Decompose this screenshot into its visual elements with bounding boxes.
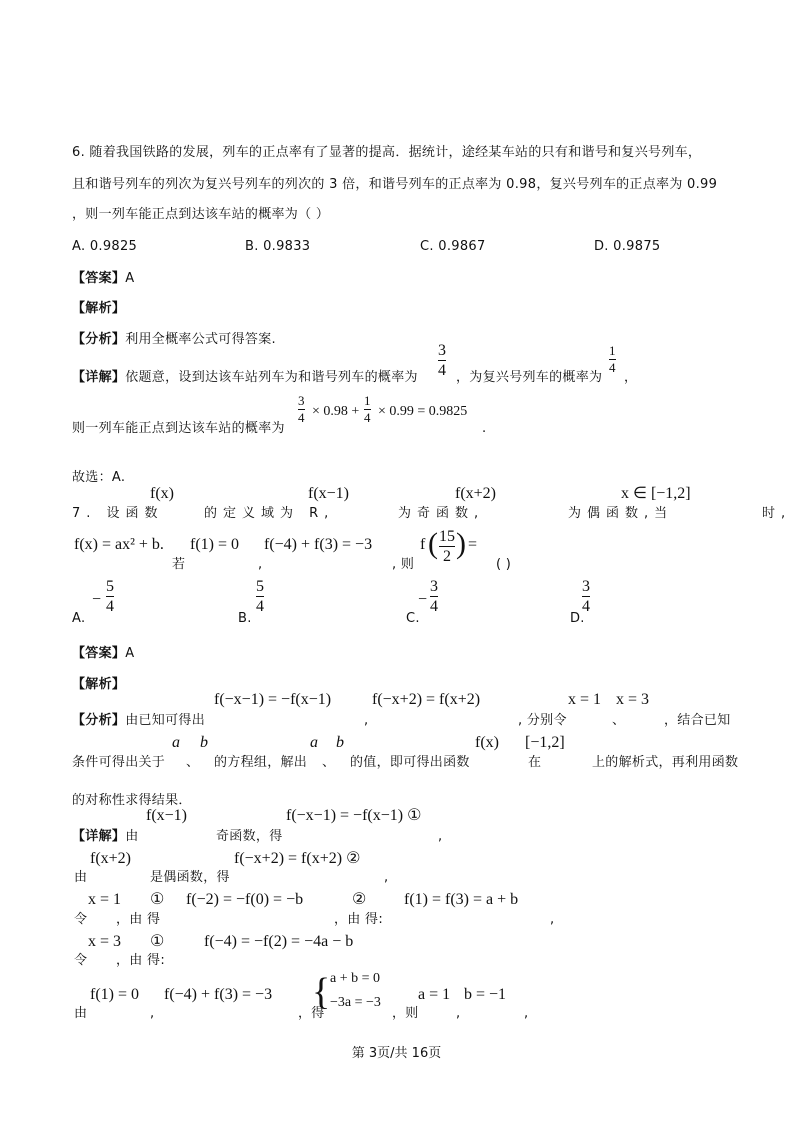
frac-bar <box>256 596 264 597</box>
fenxi-dun: 、 <box>322 755 336 770</box>
q7-option-b-label: B. <box>238 611 252 626</box>
fenxi-zai: 在 <box>528 755 542 770</box>
xj5-ze: ，则 <box>392 1006 419 1021</box>
xj5-de: ，得 <box>298 1006 325 1021</box>
q6-guxuan: 故选：A. <box>72 470 126 485</box>
fenxi-tag: 【分析】 <box>72 713 126 728</box>
math-a: a <box>310 734 318 751</box>
circle-1: ① <box>150 891 165 908</box>
frac-num: 1 <box>609 343 616 358</box>
math-x1: x = 1 <box>568 691 602 708</box>
math-xj1-eq: f(−x−1) = −f(x−1) ① <box>286 807 422 824</box>
math-b: b <box>200 734 208 751</box>
frac-num: 3 <box>438 342 446 359</box>
math-sys2: −3a = −3 <box>330 995 381 1010</box>
xiangjie-tag: 【详解】 <box>72 829 126 844</box>
fenxi-comma: , <box>364 713 369 728</box>
option-d-fraction <box>582 578 590 615</box>
math-x3: x = 3 <box>616 691 650 708</box>
math-fenxi-eq1: f(−x−1) = −f(x−1) <box>214 691 332 708</box>
fraction-1-over-4 <box>364 394 371 425</box>
xj2-you: 由 <box>74 870 88 885</box>
q6-line1: 6. 随着我国铁路的发展，列车的正点率有了显著的提高．据统计，途经某车站的只有和谐号和复兴号列车， <box>72 145 702 160</box>
xj5-comma: , <box>456 1006 461 1021</box>
fenxi-line3: 的对称性求得结果． <box>72 793 192 808</box>
expr-part2: × 0.99 = 0.9825 <box>378 404 468 419</box>
frac-num: 3 <box>582 578 590 595</box>
xj5-end: , <box>524 1006 529 1021</box>
fenxi-line2-b: 的方程组，解出 <box>214 755 308 770</box>
q6-option-b: B. 0.9833 <box>245 239 311 254</box>
fraction-3-over-4 <box>438 342 446 379</box>
fraction-15-over-2 <box>439 528 455 565</box>
frac-num: 3 <box>430 578 438 595</box>
q7-line1-b: 的定义域为 R, <box>204 506 335 521</box>
math-f1-zero: f(1) = 0 <box>90 986 140 1003</box>
q6-jiexi-tag: 【解析】 <box>72 301 126 316</box>
math-fx-def: f(x) = ax² + b. <box>74 536 164 553</box>
frac-den: 4 <box>582 598 590 615</box>
fraction-3-over-4 <box>298 394 305 425</box>
xj4-ling: 令 <box>74 953 88 968</box>
math-a: a <box>172 734 180 751</box>
math-xj3-eq1: f(−2) = −f(0) = −b <box>186 891 304 908</box>
fenxi-end: ，结合已知 <box>664 713 731 728</box>
q7-xiangjie-line1 <box>72 828 139 846</box>
option-b-fraction <box>256 578 264 615</box>
frac-bar <box>430 596 438 597</box>
math-interval: [−1,2] <box>525 734 565 751</box>
q6-xiangjie-line1 <box>72 369 418 387</box>
math-fxp2: f(x+2) <box>90 850 132 867</box>
frac-num: 5 <box>256 578 264 595</box>
xj-comma: , <box>438 829 443 844</box>
frac-den: 4 <box>609 360 616 375</box>
math-f1-zero: f(1) = 0 <box>190 536 240 553</box>
math-b: b <box>336 734 344 751</box>
q7-answer <box>72 645 134 663</box>
xj5-comma: , <box>150 1006 155 1021</box>
q7-line1-c: 为奇函数, <box>398 506 485 521</box>
frac-num: 1 <box>364 393 371 408</box>
xiangjie-text-a: 依题意，设到达该车站列车为和谐号列车的概率为 <box>125 370 418 385</box>
q7-ruo: 若 <box>172 557 186 572</box>
q7-option-a-label: A. <box>72 611 86 626</box>
q7-line1-a: 7. 设函数 <box>72 506 164 521</box>
xiangjie-tag: 【详解】 <box>72 370 126 385</box>
option-a-fraction <box>106 578 114 615</box>
circle-1: ① <box>150 933 165 950</box>
xj-you: 由 <box>125 829 139 844</box>
math-x1: x = 1 <box>88 891 122 908</box>
frac-num: 3 <box>298 393 305 408</box>
math-xj4-eq: f(−4) = −f(2) = −4a − b <box>204 933 354 950</box>
fenxi-line2-a: 条件可得出关于 <box>72 755 166 770</box>
fenxi-text: 利用全概率公式可得答案. <box>125 332 276 347</box>
q6-line2: 且和谐号列车的列次为复兴号列车的列次的 3 倍，和谐号列车的正点率为 0.98，复兴号列车的正点率为 0.99 <box>72 177 718 192</box>
math-eq: = <box>468 536 478 553</box>
minus-sign: − <box>92 591 102 608</box>
frac-den: 4 <box>106 598 114 615</box>
frac-den: 2 <box>443 548 451 565</box>
xj3-end: , <box>550 912 555 927</box>
frac-den: 4 <box>256 598 264 615</box>
q6-option-d: D. 0.9875 <box>594 239 661 254</box>
paren-open: ( <box>428 527 438 560</box>
frac-bar <box>106 596 114 597</box>
math-fenxi-eq2: f(−x+2) = f(x+2) <box>372 691 481 708</box>
expr-end: . <box>482 421 487 436</box>
xj2-mid: 是偶函数，得 <box>150 870 230 885</box>
frac-num: 5 <box>106 578 114 595</box>
fenxi-line2-d: 上的解析式，再利用函数 <box>592 755 739 770</box>
fenxi-line2-c: 的值，即可得出函数 <box>350 755 470 770</box>
answer-value: A <box>125 646 135 661</box>
page-footer: 第 3页/共 16页 <box>351 1046 442 1061</box>
xiangjie-text-b: ，为复兴号列车的概率为 <box>456 370 603 385</box>
q7-ze: , 则 <box>392 557 415 572</box>
xj3-ling: 令 <box>74 912 88 927</box>
xj4-mid: ，由 得: <box>116 953 166 968</box>
answer-tag: 【答案】 <box>72 646 126 661</box>
q7-line1-d: 为偶函数,当 <box>568 506 674 521</box>
q6-option-a: A. 0.9825 <box>72 239 138 254</box>
fenxi-dun: 、 <box>612 713 626 728</box>
q6-answer <box>72 270 134 288</box>
xj3-mid: ，由 得: <box>334 912 384 927</box>
frac-den: 4 <box>298 410 305 425</box>
xj3-you-de: ，由 得 <box>116 912 161 927</box>
math-xj2-eq: f(−x+2) = f(x+2) ② <box>234 850 361 867</box>
q7-fenxi-line1 <box>72 712 205 730</box>
q6-xiangjie-line2: 则一列车能正点到达该车站的概率为 <box>72 421 285 436</box>
xj5-you: 由 <box>74 1006 88 1021</box>
xj-comma: , <box>384 870 389 885</box>
fenxi-text: 由已知可得出 <box>125 713 206 728</box>
q7-line1-e: 时, <box>762 506 792 521</box>
fraction-1-over-4 <box>609 344 616 375</box>
system-brace: { <box>312 971 331 1013</box>
q6-line3: ，则一列车能正点到达该车站的概率为（ ） <box>72 207 330 222</box>
math-f: f <box>420 536 426 553</box>
math-fxp2: f(x+2) <box>455 485 497 502</box>
q7-option-d-label: D. <box>570 611 585 626</box>
answer-value: A <box>125 271 135 286</box>
math-fx: f(x) <box>150 485 174 502</box>
minus-sign: − <box>418 591 428 608</box>
xj1-mid: 奇函数，得 <box>216 829 283 844</box>
math-a1: a = 1 <box>418 986 451 1003</box>
q7-comma: , <box>258 557 263 572</box>
frac-num: 15 <box>439 528 455 545</box>
q7-jiexi-tag: 【解析】 <box>72 677 126 692</box>
math-x3: x = 3 <box>88 933 122 950</box>
frac-den: 4 <box>364 410 371 425</box>
fenxi-ling: , 分别令 <box>518 713 567 728</box>
math-bm1: b = −1 <box>464 986 507 1003</box>
math-sys1: a + b = 0 <box>330 971 381 986</box>
fenxi-tag: 【分析】 <box>72 332 126 347</box>
expr-part1: × 0.98 + <box>312 404 360 419</box>
math-cond2: f(−4) + f(3) = −3 <box>264 536 373 553</box>
option-c-fraction <box>430 578 438 615</box>
math-xj3-eq2: f(1) = f(3) = a + b <box>404 891 519 908</box>
answer-tag: 【答案】 <box>72 271 126 286</box>
circle-2: ② <box>352 891 367 908</box>
frac-bar <box>582 596 590 597</box>
q6-fenxi <box>72 331 276 349</box>
frac-bar <box>439 546 455 547</box>
math-fxm1: f(x−1) <box>308 485 350 502</box>
math-cond2: f(−4) + f(3) = −3 <box>164 986 273 1003</box>
q7-option-c-label: C. <box>406 611 420 626</box>
paren-close: ) <box>456 527 466 560</box>
xiangjie-text-c: ， <box>624 370 638 385</box>
math-fx-short: f(x) <box>475 734 499 751</box>
q6-option-c: C. 0.9867 <box>420 239 486 254</box>
q7-paren: ( ) <box>496 557 512 572</box>
frac-bar <box>438 360 446 361</box>
frac-den: 4 <box>430 598 438 615</box>
fenxi-dun: 、 <box>186 755 200 770</box>
frac-den: 4 <box>438 362 446 379</box>
math-x-in: x ∈ [−1,2] <box>621 485 691 502</box>
math-fxm1: f(x−1) <box>146 807 188 824</box>
